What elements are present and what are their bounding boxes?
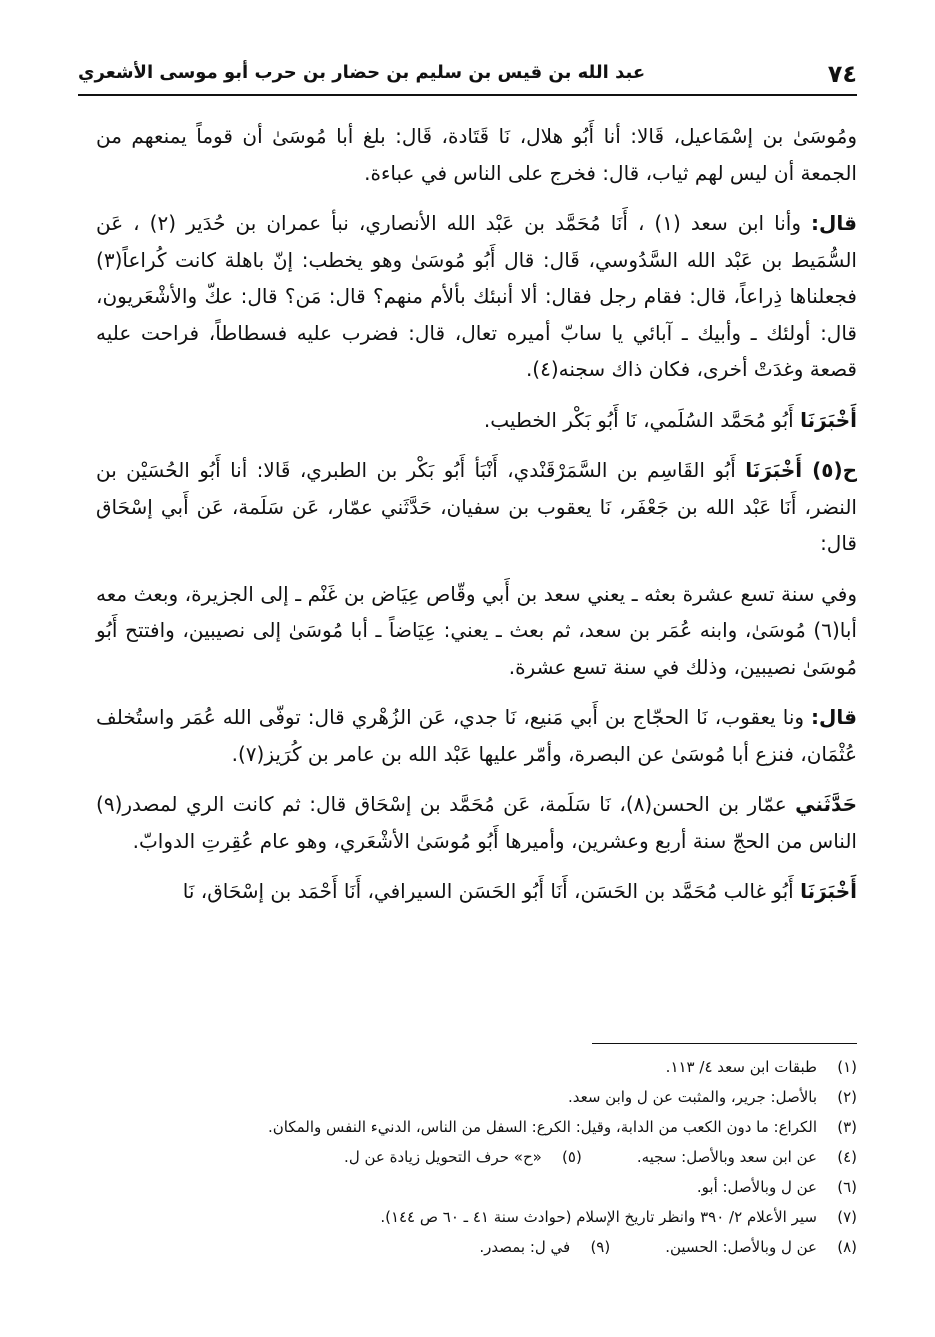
footnote-number: (٧) <box>837 1208 857 1226</box>
paragraph <box>96 576 857 686</box>
footnote-text: عن ابن سعد وبالأصل: سجيه. <box>636 1148 817 1166</box>
paragraph-lead: قال: <box>811 211 858 235</box>
footnote <box>637 1142 857 1172</box>
footnote-text: سير الأعلام ٢/ ٣٩٠ وانظر تاريخ الإسلام (حوادث سنة ٤١ ـ ٦٠ ص ١٤٤). <box>380 1208 817 1226</box>
page-number: ٧٤ <box>827 60 857 88</box>
footnote-number: (٥) <box>562 1148 582 1166</box>
paragraph-text: أَبُو القَاسِم بن السَّمَرْقَنْدي، أَنْبَأ أَبُو بَكْر بن الطبري، قَالا: أنا أَبُو الحُسَيْن بن النضر، أَنَا عَبْد الله بن جَعْفَر، نَا يعقوب بن سفيان، حَدَّثَني عمّار، عَن سَلَمة، عَن أَبي إسْحَاق قال: <box>96 458 857 555</box>
running-title: عبد الله بن قيس بن سليم بن حضار بن حرب أبو موسى الأشعري <box>78 62 646 83</box>
footnote-text: طبقات ابن سعد ٤/ ١١٣. <box>665 1058 817 1076</box>
footnotes <box>96 1052 857 1262</box>
paragraph <box>96 873 857 910</box>
main-text <box>96 118 857 924</box>
paragraph-text: أَبُو مُحَمَّد السُلَمي، نَا أَبُو بَكْر الخطيب. <box>483 407 801 432</box>
footnote-text: بالأصل: جرير، والمثبت عن ل وابن سعد. <box>567 1088 817 1106</box>
footnote-pair <box>96 1232 857 1262</box>
footnote-number: (٣) <box>837 1118 857 1136</box>
paragraph-text: عمّار بن الحسن(٨)، نَا سَلَمة، عَن مُحَمَّد بن إسْحَاق قال: ثم كانت الري لمصدر(٩) الناس من الحجّ سنة أربع وعشرين، وأميرها أَبُو مُوسَىٰ الأشْعَري، وهو عام عُقِرتِ الدوابّ. <box>96 792 857 853</box>
paragraph <box>96 786 857 859</box>
footnote-number: (٤) <box>837 1148 857 1166</box>
footnote-number: (٨) <box>837 1238 857 1256</box>
footnote <box>96 1052 857 1082</box>
page-header <box>78 50 857 96</box>
footnote <box>96 1172 857 1202</box>
footnote <box>344 1142 582 1172</box>
paragraph-text: ونا يعقوب، نَا الحجّاج بن أَبي مَنيع، نَا جدي، عَن الزُهْري قال: توفّى الله عُمَر واستُخلف عُثْمَان، فنزع أبا مُوسَىٰ عن البصرة، وأمّر عليها عَبْد الله بن عامر بن كُرَيز(٧). <box>96 705 857 766</box>
footnote <box>665 1232 857 1262</box>
paragraph <box>96 699 857 772</box>
footnote-text: عن ل وبالأصل: أبو. <box>696 1178 817 1196</box>
footnote-separator <box>592 1043 857 1044</box>
footnote-number: (٢) <box>837 1088 857 1106</box>
footnote-pair <box>96 1142 857 1172</box>
paragraph <box>96 118 857 191</box>
footnote-number: (٩) <box>590 1238 611 1256</box>
paragraph-text: وأنا ابن سعد (١) ، أَنَا مُحَمَّد بن عَبْد الله الأنصاري، نبأ عمران بن حُدَير (٢) ، عَن السُّمَيط بن عَبْد الله السَّدُوسي، قَال: قال أَبُو مُوسَىٰ وهو يخطب: إنّ باهلة كانت كُراعاً(٣) فجعلناها ذِراعاً، قال: فقام رجل فقال: ألا أنبئك بألأم منهم؟ قال: مَن؟ قال: عكّ والأشْعَريون، قال: أولئك ـ وأبيك ـ آبائي يا سابّ أميره تعال، قال: فضرب عليه فسطاطاً، فراحت عليه قصعة وغدَتْ أخرى، فكان ذاك سجنه(٤). <box>96 211 857 381</box>
paragraph-lead: حَدَّثَني <box>795 792 858 816</box>
footnote-text: «ح» حرف التحويل زيادة عن ل. <box>344 1148 542 1166</box>
paragraph <box>96 205 857 388</box>
footnote <box>479 1232 610 1262</box>
paragraph-lead: قال: <box>811 705 857 729</box>
footnote-text: في ل: بمصدر. <box>479 1238 571 1256</box>
paragraph-text: ومُوسَىٰ بن إسْمَاعيل، قَالا: أنا أَبُو هلال، نَا قَتَادة، قَال: بلغ أبا مُوسَىٰ أن قوماً يمنعهم من الجمعة أن ليس لهم ثياب، قال: فخرج على الناس في عباءة. <box>96 124 857 185</box>
paragraph-lead: أَخْبَرَنَا <box>800 407 857 432</box>
paragraph-lead: أَخْبَرَنَا <box>800 879 857 903</box>
footnote-number: (١) <box>837 1058 857 1076</box>
footnote-text: الكراع: ما دون الكعب من الدابة، وقيل: الكرع: السفل من الناس، الدنيء النفس والمكان. <box>267 1118 817 1136</box>
footnote-number: (٦) <box>837 1178 857 1196</box>
footnote <box>96 1202 857 1232</box>
footnote <box>96 1112 857 1142</box>
paragraph-text: وفي سنة تسع عشرة بعثه ـ يعني سعد بن أَبي وقّاص عِيَاض بن غَنْم ـ إلى الجزيرة، وبعث معه أبا(٦) مُوسَىٰ، وابنه عُمَر بن سعد، ثم بعث ـ يعني: عِيَاضاً ـ أبا مُوسَىٰ إلى نصيبين، وافتتح أَبُو مُوسَىٰ نصيبين، وذلك في سنة تسع عشرة. <box>96 581 857 679</box>
footnote <box>96 1082 857 1112</box>
paragraph-text: أَبُو غالب مُحَمَّد بن الحَسَن، أَنَا أَبُو الحَسَن السيرافي، أَنَا أَحْمَد بن إسْحَاق، نَا <box>182 879 801 903</box>
paragraph <box>96 402 857 439</box>
paragraph <box>96 452 857 562</box>
paragraph-lead: ح(٥) أَخْبَرَنَا <box>745 458 857 482</box>
footnote-text: عن ل وبالأصل: الحسين. <box>665 1238 817 1256</box>
